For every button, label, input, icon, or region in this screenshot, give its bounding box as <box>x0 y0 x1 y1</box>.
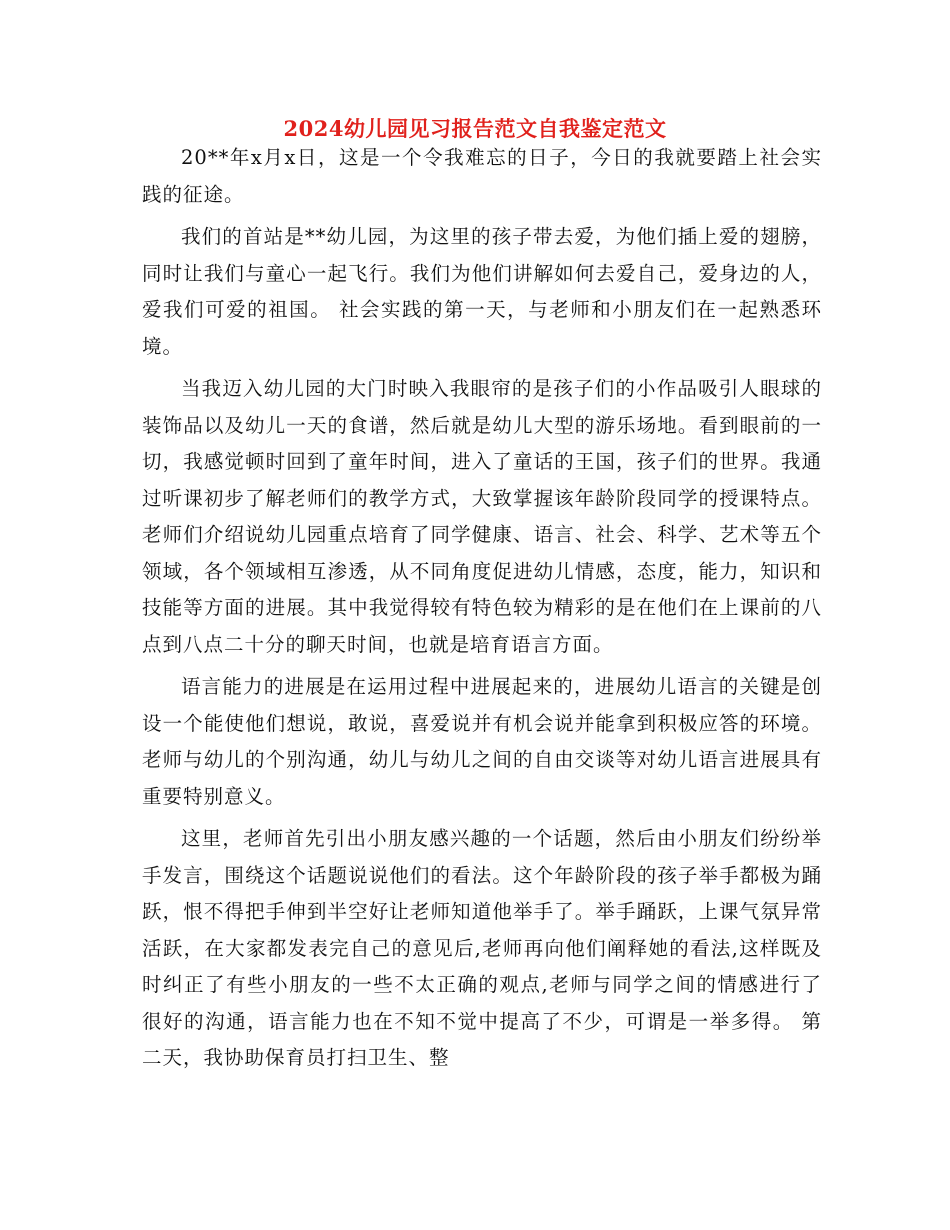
paragraph-4: 语言能力的进展是在运用过程中进展起来的，进展幼儿语言的关键是创设一个能使他们想说，敢说，喜爱说并有机会说并能拿到积极应答的环境。老师与幼儿的个别沟通，幼儿与幼儿之间的自由交谈等对幼儿语言进展具有重要特别意义。 <box>142 675 822 808</box>
document-body <box>142 140 822 1077</box>
paragraph-5: 这里，老师首先引出小朋友感兴趣的一个话题，然后由小朋友们纷纷举手发言，围绕这个话题说说他们的看法。这个年龄阶段的孩子举手都极为踊跃，恨不得把手伸到半空好让老师知道他举手了。举手踊跃，上课气氛异常活跃，在大家都发表完自己的意见后,老师再向他们阐释她的看法,这样既及时纠正了有些小朋友的一些不太正确的观点,老师与同学之间的情感进行了很好的沟通，语言能力也在不知不觉中提高了不少，可谓是一举多得。 第二天，我协助保育员打扫卫生、整 <box>142 827 822 1069</box>
paragraph-2: 我们的首站是**幼儿园，为这里的孩子带去爱，为他们插上爱的翅膀，同时让我们与童心一起飞行。我们为他们讲解如何去爱自己，爱身边的人，爱我们可爱的祖国。 社会实践的第一天，与老师和小朋友们在一起熟悉环境。 <box>142 225 822 358</box>
paragraph-3: 当我迈入幼儿园的大门时映入我眼帘的是孩子们的小作品吸引人眼球的装饰品以及幼儿一天的食谱，然后就是幼儿大型的游乐场地。看到眼前的一切，我感觉顿时回到了童年时间，进入了童话的王国，孩子们的世界。我通过听课初步了解老师们的教学方式，大致掌握该年龄阶段同学的授课特点。老师们介绍说幼儿园重点培育了同学健康、语言、社会、科学、艺术等五个领域，各个领域相互渗透，从不同角度促进幼儿情感，态度，能力，知识和技能等方面的进展。其中我觉得较有特色较为精彩的是在他们在上课前的八点到八点二十分的聊天时间，也就是培育语言方面。 <box>142 377 822 656</box>
paragraph-1: 20**年x月x日，这是一个令我难忘的日子，今日的我就要踏上社会实践的征途。 <box>142 146 822 206</box>
document-title: 2024幼儿园见习报告范文自我鉴定范文 <box>283 116 667 141</box>
